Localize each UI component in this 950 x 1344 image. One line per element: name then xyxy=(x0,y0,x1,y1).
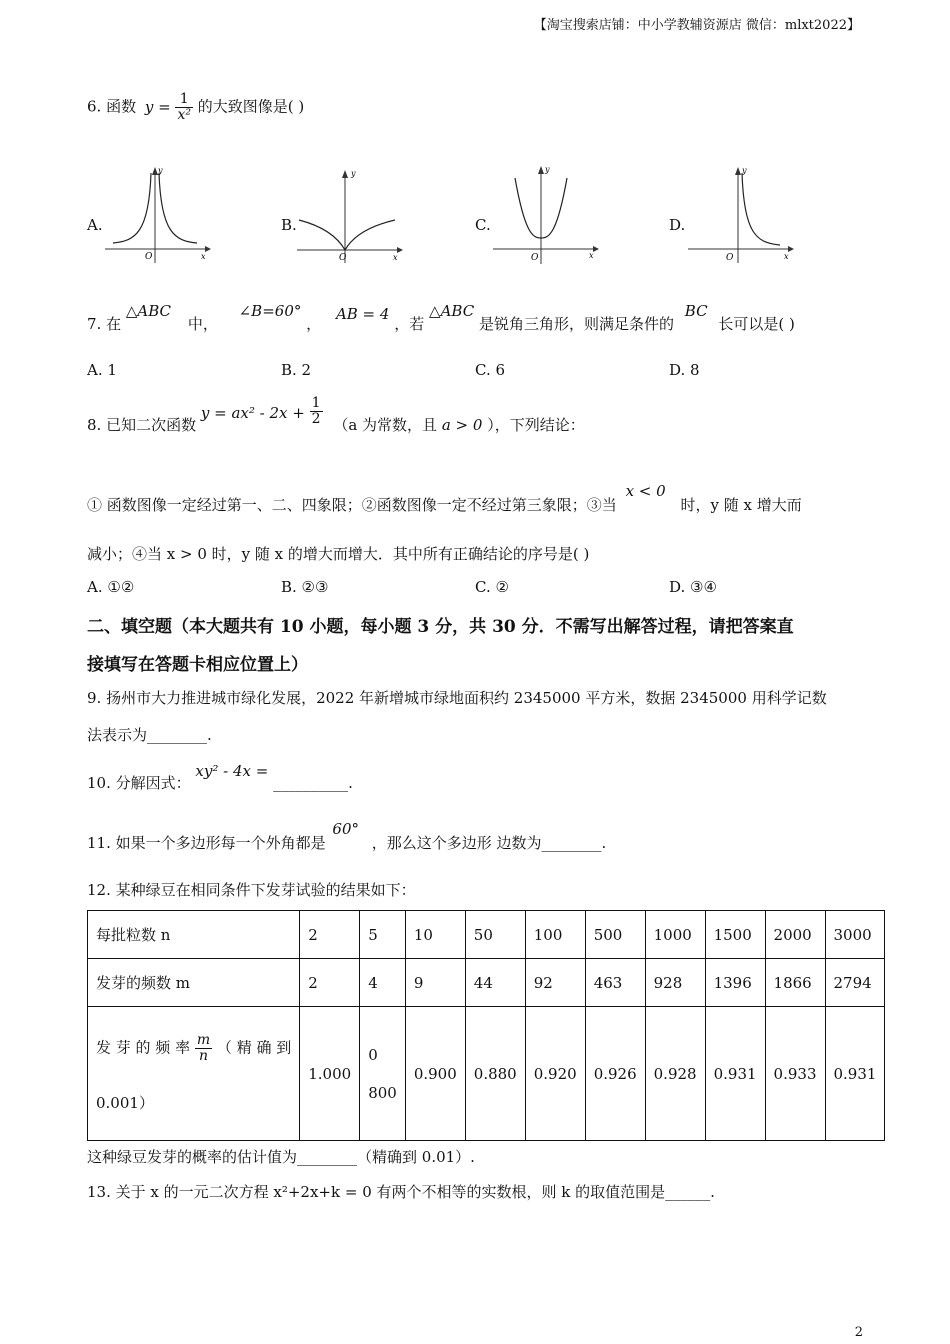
table-cell: 1000 xyxy=(645,911,705,959)
table-row xyxy=(88,911,885,959)
q8-option-a: A. ①② xyxy=(87,578,135,596)
table-cell: 2000 xyxy=(765,911,825,959)
table-cell: 100 xyxy=(525,911,585,959)
section-2-heading-line-1: 二、填空题（本大题共有 10 小题，每小题 3 分，共 30 分．不需写出解答过程，请把答案直 xyxy=(87,617,794,637)
q8-option-c: C. ② xyxy=(475,578,509,596)
svg-text:x: x xyxy=(201,252,206,261)
question-8-line-3: 减小；④当 x > 0 时，y 随 x 的增大而增大．其中所有正确结论的序号是( ) xyxy=(87,545,590,563)
q6-graph-d xyxy=(688,163,798,263)
svg-text:O: O xyxy=(531,253,539,263)
svg-text:y: y xyxy=(742,166,747,175)
svg-text:y: y xyxy=(158,166,163,175)
table-cell: 0.900 xyxy=(405,1007,465,1141)
table-cell: 0.928 xyxy=(645,1007,705,1141)
question-6-stem: 6. 函数 y = $\frac{1}{\text{x²}}$ 的大致图像是( ) xyxy=(87,91,305,123)
q7-option-d: D. 8 xyxy=(669,361,700,379)
svg-text:O: O xyxy=(145,252,153,262)
q6-option-d-label: D. xyxy=(669,216,686,234)
table-cell: 1396 xyxy=(705,959,765,1007)
question-8-line-2: ① 函数图像一定经过第一、二、四象限；②函数图像一定不经过第三象限；③当 x < 0 时，y 随 x 增大而 xyxy=(87,482,802,514)
question-10: 10. 分解因式： xy² - 4x = __________. xyxy=(87,762,353,792)
q7-option-c: C. 6 xyxy=(475,361,506,379)
table-cell: 500 xyxy=(585,911,645,959)
q7-option-b: B. 2 xyxy=(281,361,312,379)
table-cell: 10 xyxy=(405,911,465,959)
table-cell: 2 xyxy=(300,911,360,959)
q6-graph-c xyxy=(493,164,603,264)
section-2-heading-line-2: 接填写在答题卡相应位置上） xyxy=(87,655,308,675)
table-cell: 92 xyxy=(525,959,585,1007)
svg-text:y: y xyxy=(545,165,550,174)
table-cell: 1.000 xyxy=(300,1007,360,1141)
table-cell: 928 xyxy=(645,959,705,1007)
table-cell: 50 xyxy=(465,911,525,959)
q8-fraction: $\frac{1}{2}$ xyxy=(311,395,321,427)
table-row-label: 发 芽 的 频 率 $\frac{m}{n}$ （ 精 确 到 0.001） xyxy=(88,1007,300,1141)
table-cell: 0.880 xyxy=(465,1007,525,1141)
table-cell: 4 xyxy=(360,959,406,1007)
q6-graph-b xyxy=(297,168,407,263)
q8-option-b: B. ②③ xyxy=(281,578,329,596)
table-cell: 0.931 xyxy=(825,1007,885,1141)
question-13: 13. 关于 x 的一元二次方程 x²+2x+k = 0 有两个不相等的实数根，则 k 的取值范围是______. xyxy=(87,1183,715,1201)
table-row-label: 发芽的频数 m xyxy=(88,959,300,1007)
table-cell: 3000 xyxy=(825,911,885,959)
svg-text:O: O xyxy=(339,253,347,263)
table-cell: 0.926 xyxy=(585,1007,645,1141)
svg-text:x: x xyxy=(784,252,789,261)
q6-option-b-label: B. xyxy=(281,216,297,234)
table-row xyxy=(88,1007,885,1141)
question-9-line-2: 法表示为________. xyxy=(87,726,212,744)
svg-text:y: y xyxy=(351,169,356,178)
q7-option-a: A. 1 xyxy=(87,361,117,379)
table-row xyxy=(88,959,885,1007)
m-over-n-fraction: $\frac{m}{n}$ xyxy=(196,1032,211,1064)
page-header: 【淘宝搜索店铺：中小学教辅资源店 微信：mlxt2022】 xyxy=(533,18,860,33)
question-11: 11. 如果一个多边形每一个外角都是 60° ，那么这个多边形 边数为________. xyxy=(87,820,607,852)
svg-text:O: O xyxy=(726,253,734,263)
svg-text:x: x xyxy=(393,253,398,262)
table-cell: 1500 xyxy=(705,911,765,959)
formula-fraction: $\frac{1}{\text{x²}}$ xyxy=(177,91,191,123)
table-cell: 0.920 xyxy=(525,1007,585,1141)
question-8-stem: 8. 已知二次函数 y = ax² - 2x + $\frac{1}{2}$ （a 为常数，且 a > 0 ），下列结论： xyxy=(87,395,585,434)
question-9-line-1: 9. 扬州市大力推进城市绿化发展，2022 年新增城市绿地面积约 2345000 平方米，数据 2345000 用科学记数 xyxy=(87,689,827,707)
table-cell: 463 xyxy=(585,959,645,1007)
table-cell: 44 xyxy=(465,959,525,1007)
formula-lhs: y = xyxy=(144,97,171,116)
table-cell: 0.931 xyxy=(705,1007,765,1141)
q8-option-d: D. ③④ xyxy=(669,578,717,596)
table-cell: 5 xyxy=(360,911,406,959)
table-row-label: 每批粒数 n xyxy=(88,911,300,959)
q6-graph-a xyxy=(105,163,215,263)
germination-table xyxy=(87,910,885,1141)
table-cell: 2 xyxy=(300,959,360,1007)
table-cell: 9 xyxy=(405,959,465,1007)
q6-option-a-label: A. xyxy=(87,216,103,234)
q6-option-c-label: C. xyxy=(475,216,491,234)
question-7-stem: 7. 在 △ABC 中， ∠B=60° ， AB = 4 ，若 △ABC 是锐角三角形，则满足条件的 BC 长可以是( ) xyxy=(87,302,795,333)
page-number: 2 xyxy=(854,1325,863,1340)
table-cell: 2794 xyxy=(825,959,885,1007)
question-12-title: 12. 某种绿豆在相同条件下发芽试验的结果如下： xyxy=(87,881,416,899)
table-cell: 1866 xyxy=(765,959,825,1007)
question-12-after: 这种绿豆发芽的概率的估计值为________（精确到 0.01）. xyxy=(87,1148,475,1166)
table-cell: 0 800 xyxy=(360,1007,406,1141)
svg-text:x: x xyxy=(589,251,594,260)
table-cell: 0.933 xyxy=(765,1007,825,1141)
